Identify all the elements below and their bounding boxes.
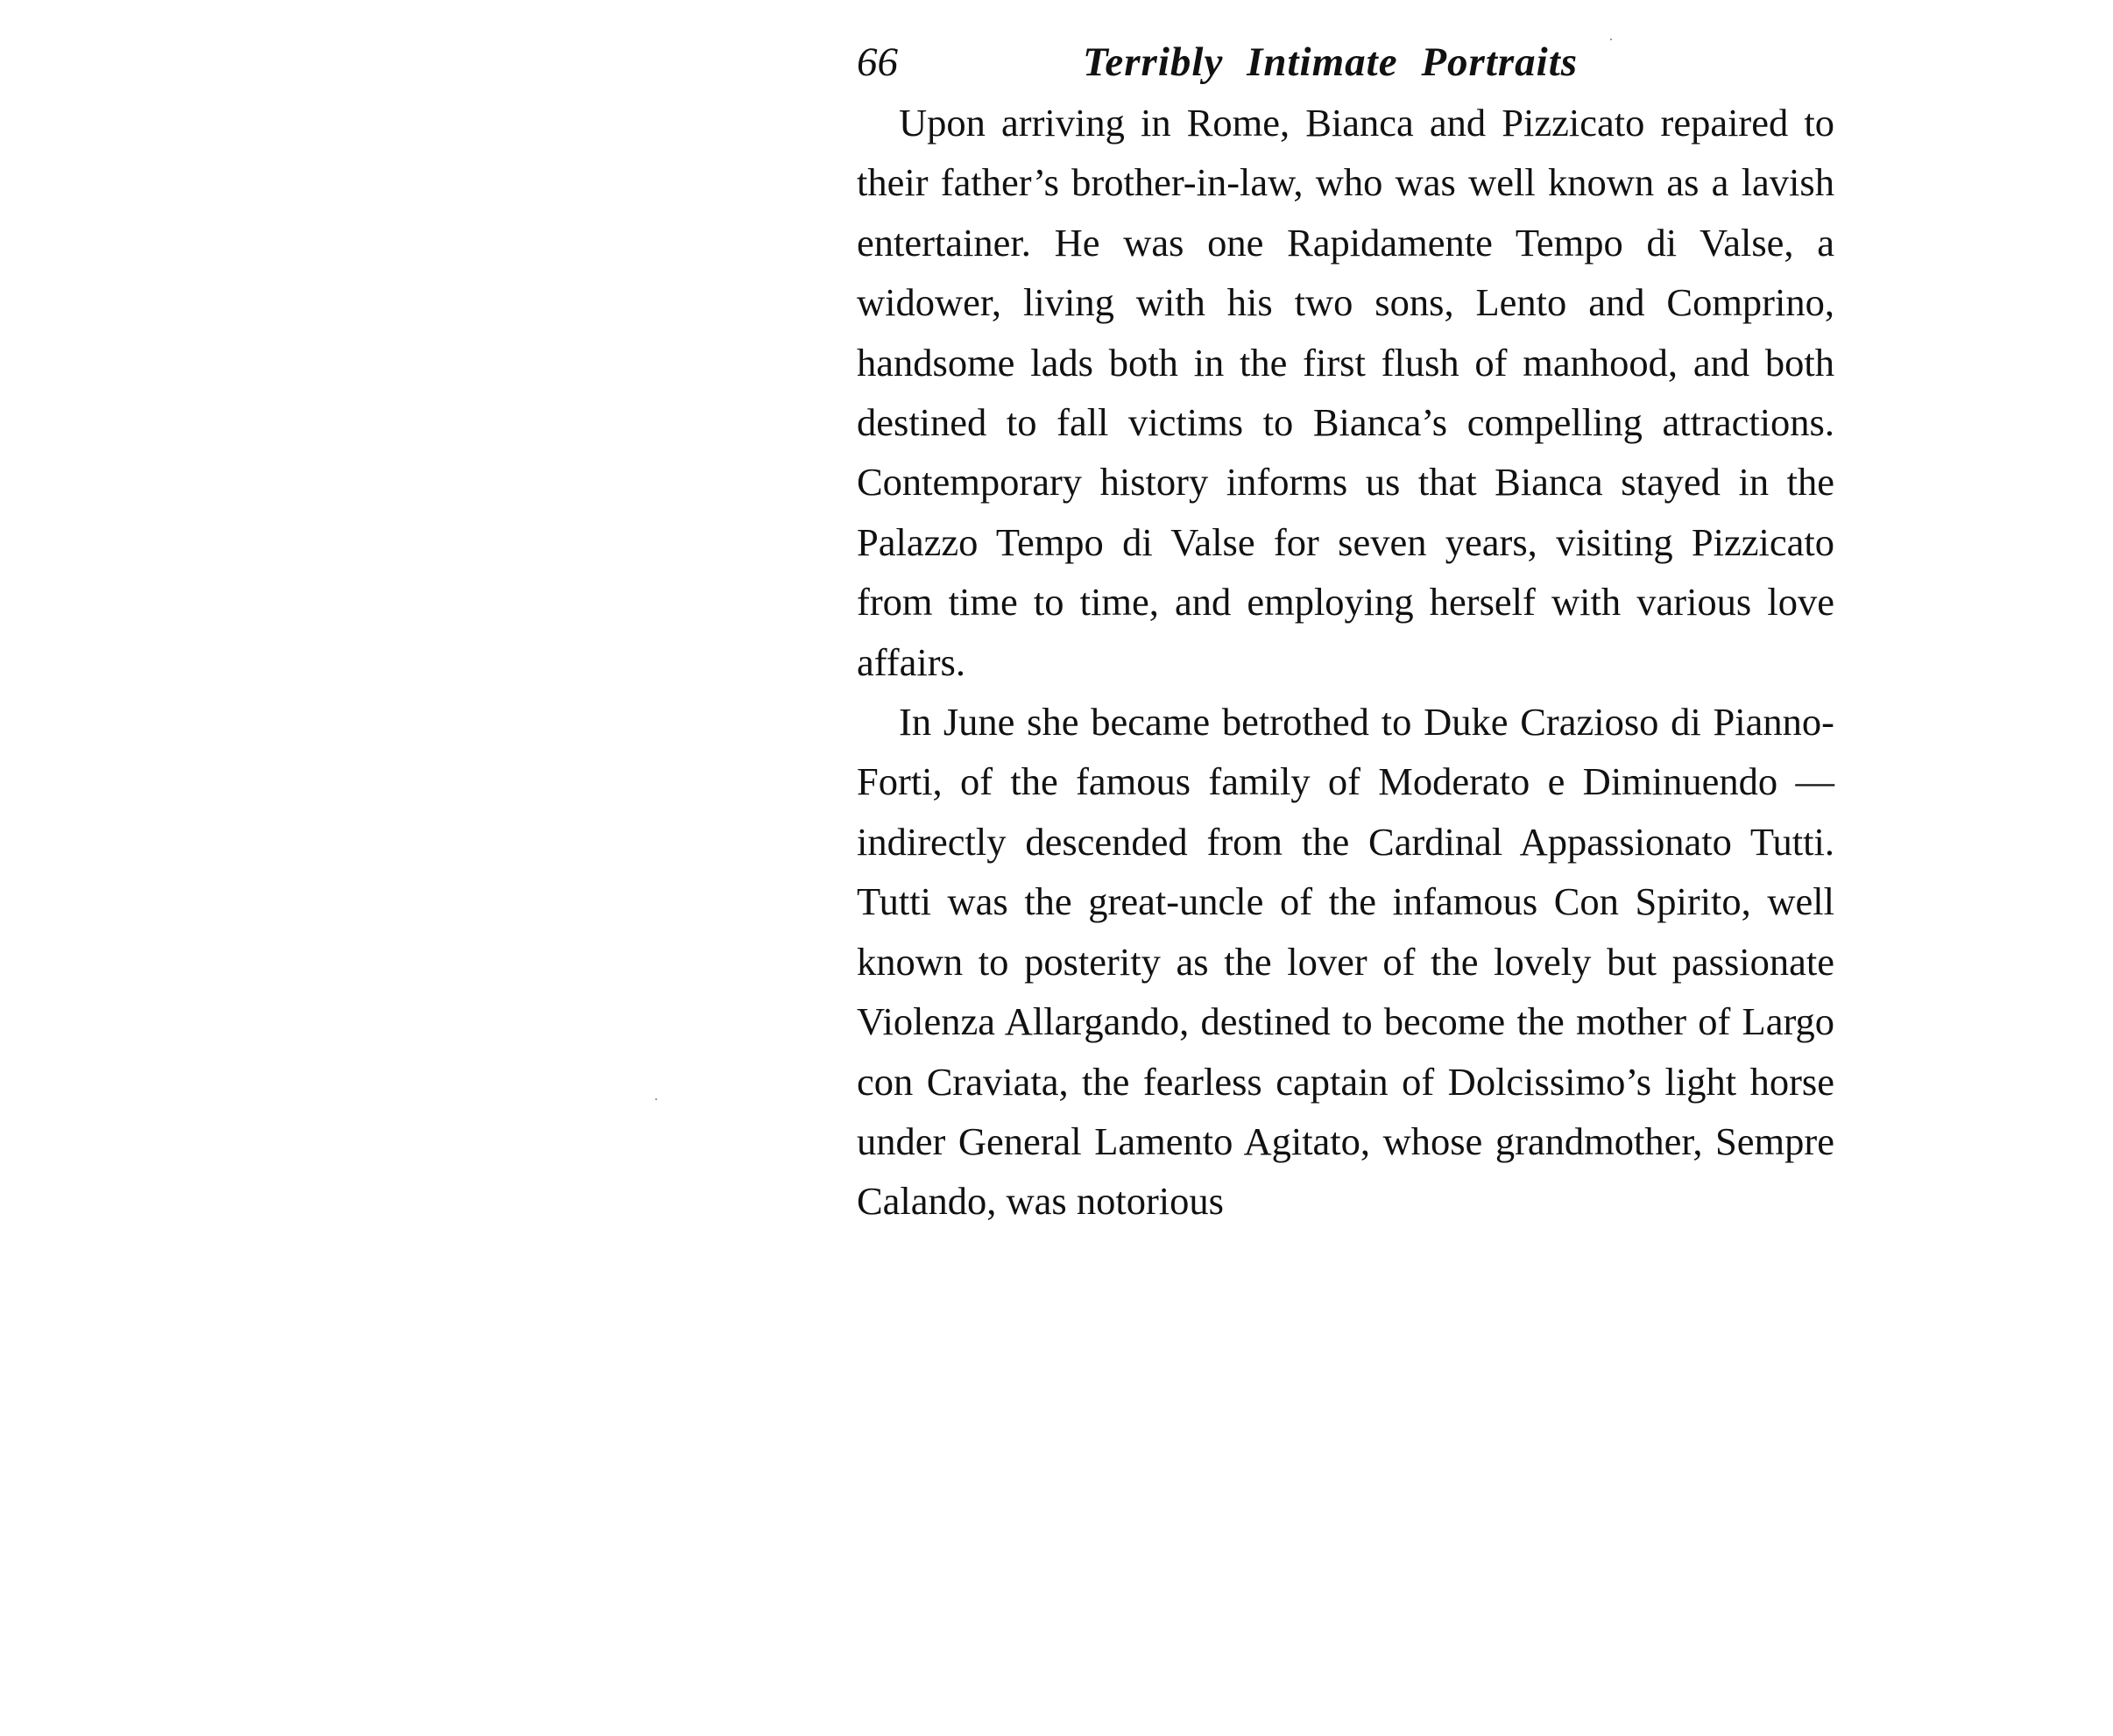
paragraph-1: Upon arriving in Rome, Bianca and Pizzicato repaired to their father’s brother-in-law, who was well known as a lavish entertainer. He was one Rapidamente Tempo di Valse, a widower, living with his two sons, Lento and Comprino, handsome lads both in the first flush of manhood, and both destined to fall victims to Bianca’s compelling attractions. Contemporary history informs us that Bianca stayed in the Palazzo Tempo di Valse for seven years, visiting Pizzicato from time to time, and employing herself with various love affairs. (857, 101, 1834, 684)
paragraph-2: In June she became betrothed to Duke Crazioso di Pianno-Forti, of the famous family of Moderato e Diminuendo — indirectly descended from the Cardinal Appassionato Tutti. Tutti was the great-uncle of the infamous Con Spirito, well known to posterity as the lover of the lovely but passionate Violenza Allargando, destined to become the mother of Largo con Craviata, the fearless captain of Dolcissimo’s light horse under General Lamento Agitato, whose grandmother, Sempre Calando, was notorious (857, 700, 1834, 1224)
running-head (857, 32, 1834, 93)
page-number: 66 (857, 39, 898, 85)
book-page (857, 32, 1834, 1231)
running-title: Terribly Intimate Portraits (1083, 39, 1579, 85)
paper-speck (1610, 39, 1612, 40)
body-text (857, 93, 1834, 1231)
paper-speck (655, 1098, 657, 1100)
